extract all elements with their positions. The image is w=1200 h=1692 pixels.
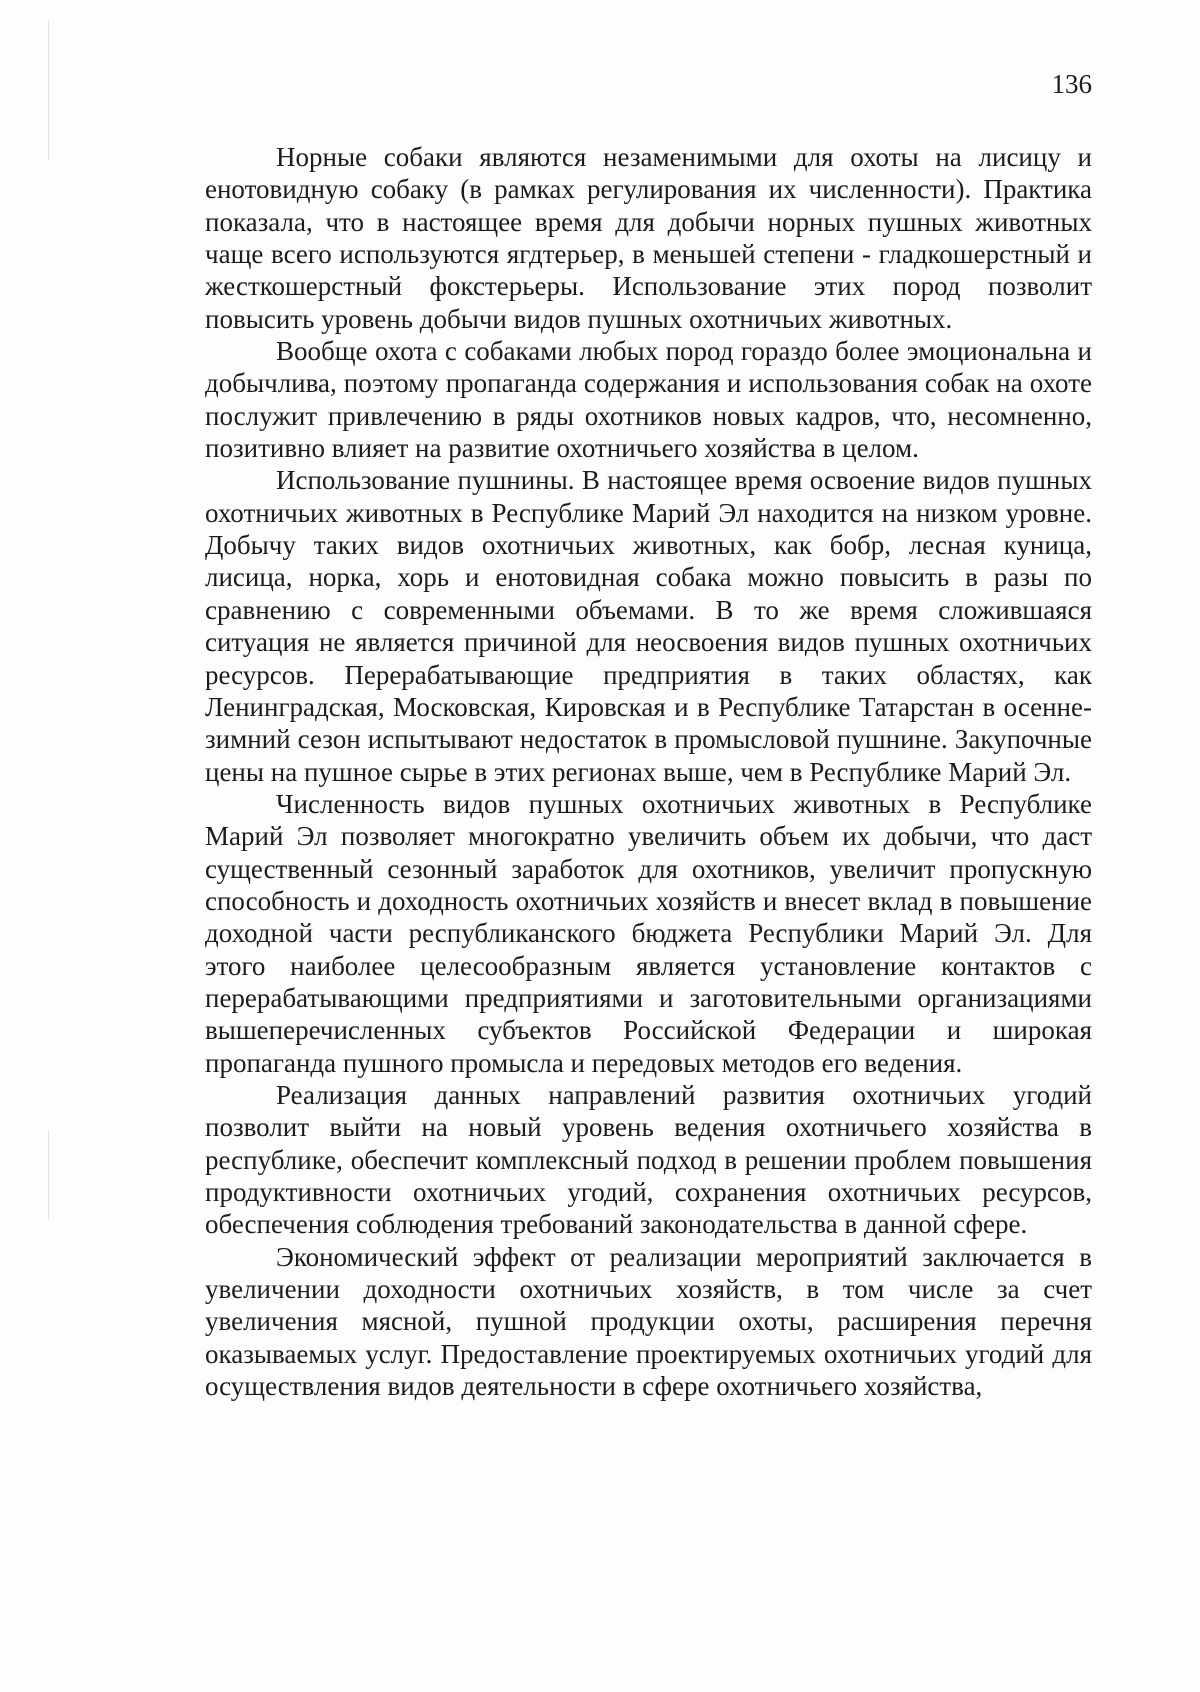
scan-edge-mark bbox=[48, 1130, 49, 1220]
paragraph-fur-animal-numbers: Численность видов пушных охотничьих животных в Республике Марий Эл позволяет многократно увеличить объем их добычи, что даст существенный сезонный заработок для охотников, увеличит пропускную способность и доходность охотничьих хозяйств и внесет вклад в повышение доходной части республиканского бюджета Республики Марий Эл. Для этого наиболее целесообразным является установление контактов с перерабатывающими предприятиями и заготовительными организациями вышеперечисленных субъектов Российской Федерации и широкая пропаганда пушного промысла и передовых методов его ведения. bbox=[205, 788, 1092, 1078]
document-body bbox=[205, 141, 1092, 1402]
scan-edge-mark bbox=[48, 20, 49, 160]
paragraph-burrow-dogs: Норные собаки являются незаменимыми для охоты на лисицу и енотовидную собаку (в рамках регулирования их численности). Практика показала, что в настоящее время для добычи норных пушных животных чаще всего используются ягдтерьер, в меньшей степени - гладкошерстный и жесткошерстный фокстерьеры. Использование этих пород позволит повысить уровень добычи видов пушных охотничьих животных. bbox=[205, 142, 1092, 334]
paragraph-implementation: Реализация данных направлений развития охотничьих угодий позволит выйти на новый уровень ведения охотничьего хозяйства в республике, обеспечит комплексный подход в решении проблем повышения продуктивности охотничьих угодий, сохранения охотничьих ресурсов, обеспечения соблюдения требований законодательства в данной сфере. bbox=[205, 1079, 1092, 1240]
paragraph-economic-effect: Экономический эффект от реализации мероприятий заключается в увеличении доходности охотничьих хозяйств, в том числе за счет увеличения мясной, пушной продукции охоты, расширения перечня оказываемых услуг. Предоставление проектируемых охотничьих угодий для осуществления видов деятельности в сфере охотничьего хозяйства, bbox=[205, 1241, 1092, 1402]
paragraph-fur-use: Использование пушнины. В настоящее время освоение видов пушных охотничьих животных в Республике Марий Эл находится на низком уровне. Добычу таких видов охотничьих животных, как бобр, лесная куница, лисица, норка, хорь и енотовидная собака можно повысить в разы по сравнению с современными объемами. В то же время сложившаяся ситуация не является причиной для неосвоения видов пушных охотничьих ресурсов. Перерабатывающие предприятия в таких областях, как Ленинградская, Московская, Кировская и в Республике Татарстан в осенне-зимний сезон испытывают недостаток в промысловой пушнине. Закупочные цены на пушное сырье в этих регионах выше, чем в Республике Марий Эл. bbox=[205, 465, 1092, 787]
page-number: 136 bbox=[1051, 69, 1092, 99]
paragraph-hunting-with-dogs: Вообще охота с собаками любых пород гораздо более эмоциональна и добычлива, поэтому пропаганда содержания и использования собак на охоте послужит привлечению в ряды охотников новых кадров, что, несомненно, позитивно влияет на развитие охотничьего хозяйства в целом. bbox=[205, 336, 1092, 464]
